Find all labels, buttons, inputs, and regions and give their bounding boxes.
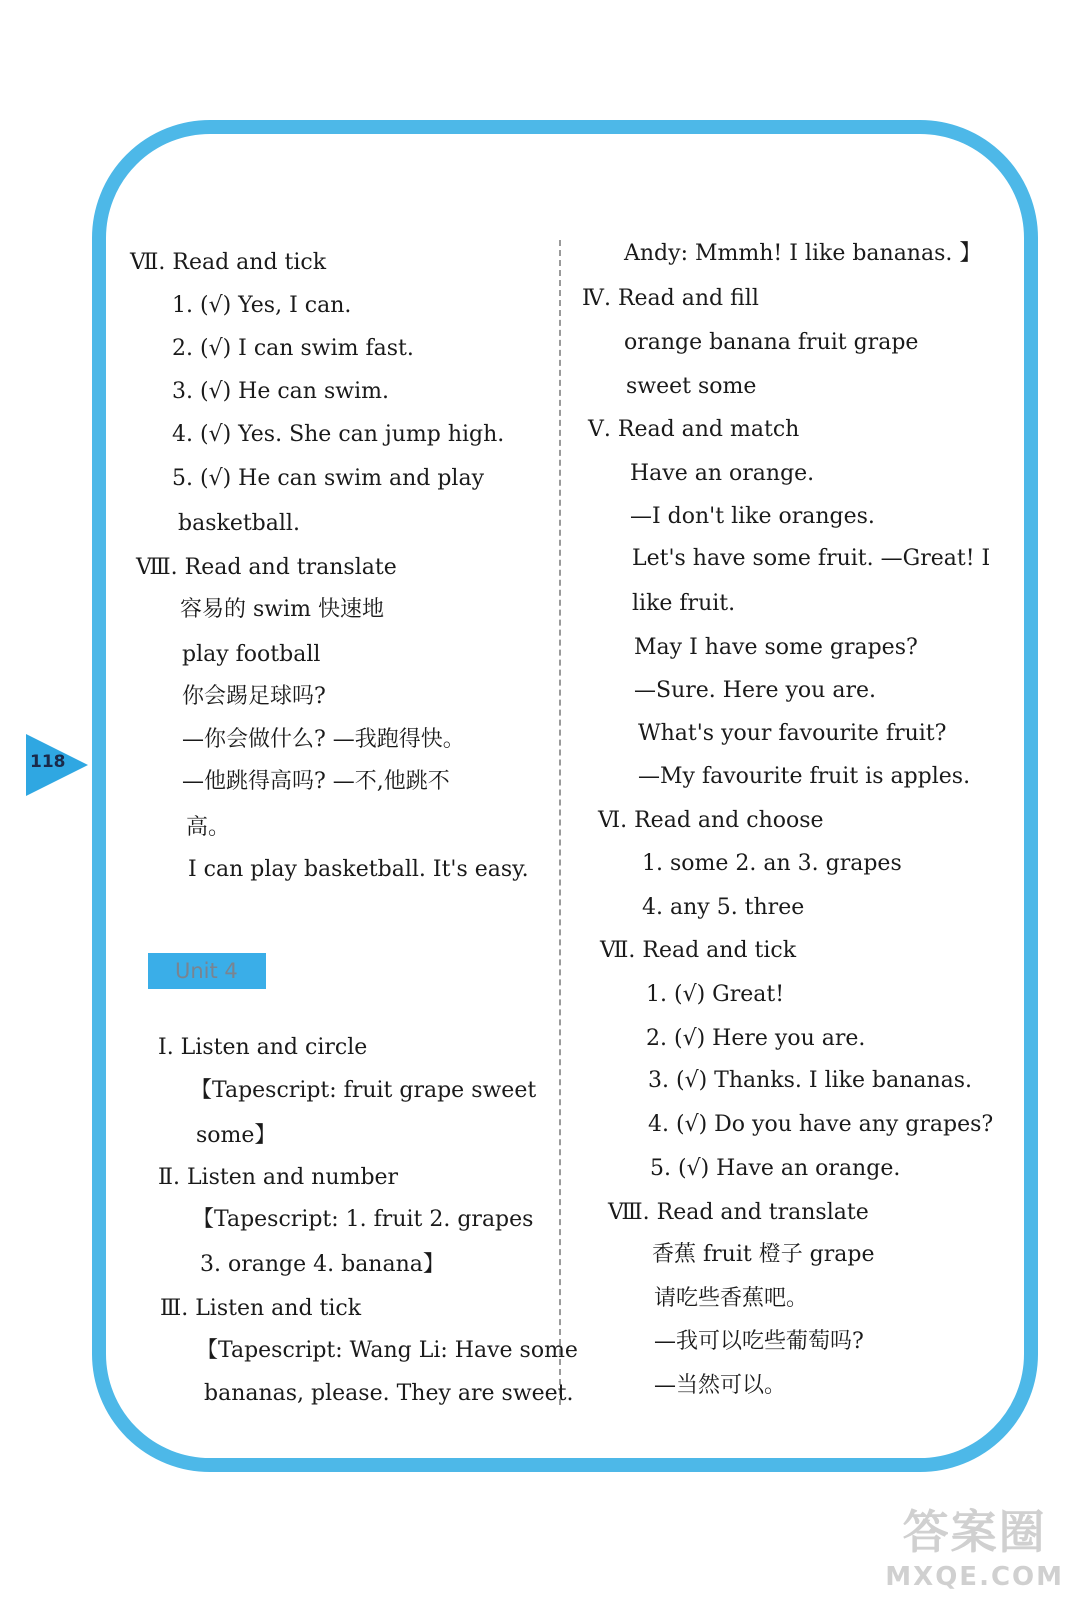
answer-line: 1. some 2. an 3. grapes [642, 851, 902, 876]
section-heading-viii-right: Ⅷ. Read and translate [608, 1200, 869, 1225]
section-heading-i: Ⅰ. Listen and circle [158, 1035, 368, 1060]
answer-line: some】 [196, 1123, 277, 1148]
section-heading-vii-left: Ⅶ. Read and tick [130, 250, 327, 275]
answer-line: 容易的 swim 快速地 [180, 597, 385, 622]
answer-line: What's your favourite fruit? [638, 721, 947, 746]
answer-line: 5. (√) He can swim and play [172, 466, 484, 491]
column-divider [559, 240, 561, 1405]
section-heading-v: Ⅴ. Read and match [588, 417, 800, 442]
answer-line: —Sure. Here you are. [634, 678, 876, 703]
answer-line: 4. (√) Yes. She can jump high. [172, 422, 505, 447]
answer-line: 【Tapescript: 1. fruit 2. grapes [192, 1207, 534, 1232]
answer-line: —你会做什么? —我跑得快。 [182, 727, 465, 752]
unit-label: Unit 4 [175, 959, 238, 983]
answer-line: I can play basketball. It's easy. [188, 857, 529, 882]
answer-line: 1. (√) Yes, I can. [172, 293, 352, 318]
section-heading-iii: Ⅲ. Listen and tick [160, 1296, 362, 1321]
section-heading-vii-right: Ⅶ. Read and tick [600, 938, 797, 963]
answer-line: —My favourite fruit is apples. [638, 764, 971, 789]
answer-line: —I don't like oranges. [630, 504, 875, 529]
answer-line: Let's have some fruit. —Great! I [632, 546, 991, 571]
section-heading-viii-left: Ⅷ. Read and translate [136, 555, 397, 580]
answer-line: 4. (√) Do you have any grapes? [648, 1112, 994, 1137]
answer-line: like fruit. [632, 591, 736, 616]
watermark-cn: 答案圈 [902, 1505, 1047, 1559]
answer-line: —他跳得高吗? —不,他跳不 [182, 769, 450, 794]
answer-line: 3. orange 4. banana】 [200, 1252, 445, 1277]
answer-line: 5. (√) Have an orange. [650, 1156, 901, 1181]
answer-line: 【Tapescript: Wang Li: Have some [196, 1338, 578, 1363]
section-heading-vi: Ⅵ. Read and choose [598, 808, 824, 833]
answer-line: 香蕉 fruit 橙子 grape [652, 1242, 875, 1267]
section-heading-ii: Ⅱ. Listen and number [158, 1165, 399, 1190]
answer-line: 2. (√) Here you are. [646, 1026, 866, 1051]
answer-line: —我可以吃些葡萄吗? [654, 1329, 864, 1354]
answer-line: bananas, please. They are sweet. [204, 1381, 574, 1406]
answer-line: Andy: Mmmh! I like bananas. 】 [624, 241, 982, 266]
page-number: 118 [30, 752, 66, 772]
answer-line: play football [182, 642, 321, 667]
answer-line: 3. (√) Thanks. I like bananas. [648, 1068, 973, 1093]
answer-line: 你会踢足球吗? [182, 684, 326, 709]
answer-line: 1. (√) Great! [646, 982, 785, 1007]
answer-line: basketball. [178, 511, 300, 536]
watermark-logo [885, 1496, 1064, 1592]
answer-line: 高。 [186, 815, 231, 840]
answer-line: sweet some [626, 374, 757, 399]
answer-line: orange banana fruit grape [624, 330, 919, 355]
answer-line: 3. (√) He can swim. [172, 379, 389, 404]
answer-line: Have an orange. [630, 461, 815, 486]
section-heading-iv: Ⅳ. Read and fill [582, 286, 759, 311]
answer-line: 请吃些香蕉吧。 [654, 1286, 809, 1311]
watermark-en: MXQE.COM [885, 1562, 1064, 1592]
answer-line: May I have some grapes? [634, 635, 918, 660]
answer-line: 2. (√) I can swim fast. [172, 336, 414, 361]
answer-line: —当然可以。 [654, 1373, 787, 1398]
answer-line: 【Tapescript: fruit grape sweet [190, 1078, 537, 1103]
answer-line: 4. any 5. three [642, 895, 805, 920]
